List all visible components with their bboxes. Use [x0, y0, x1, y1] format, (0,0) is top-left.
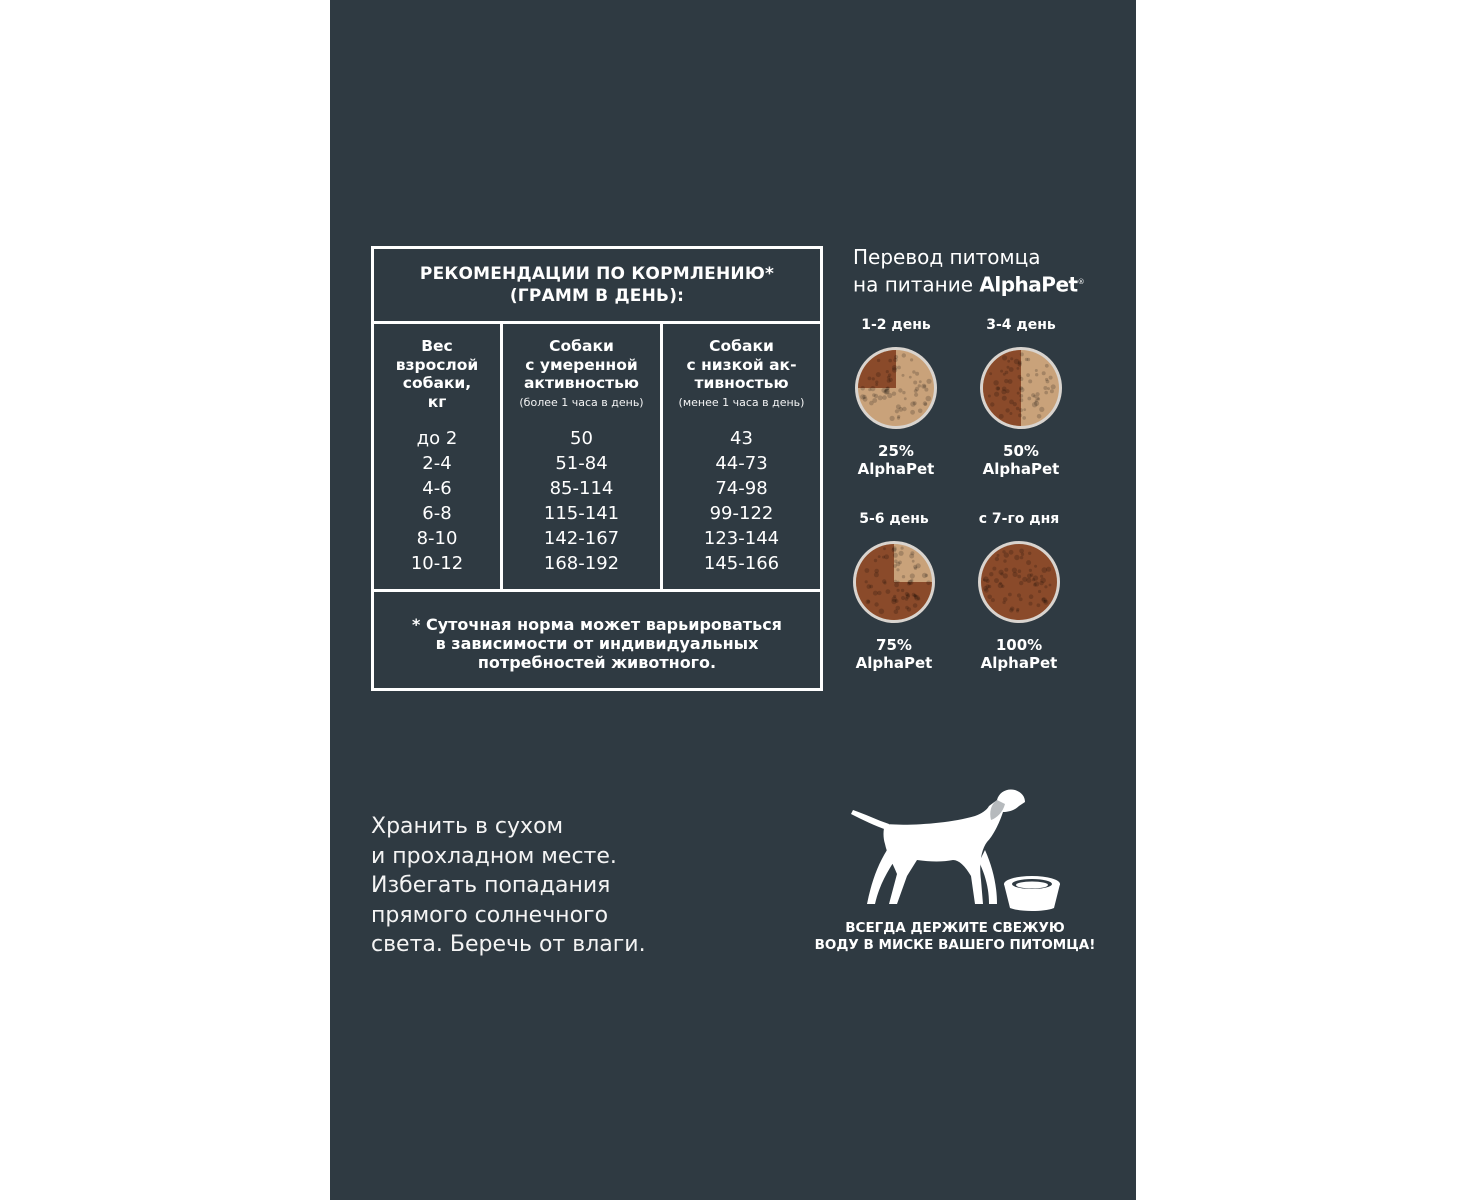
trademark-mark: ® [1077, 278, 1085, 286]
kibble [1005, 371, 1009, 375]
kibble [905, 597, 909, 601]
kibble [902, 575, 905, 578]
kibble [886, 589, 891, 594]
kibble [994, 578, 999, 583]
transition-title-prefix: на питание [853, 272, 980, 297]
kibble [895, 409, 899, 413]
kibble [989, 572, 993, 576]
kibble [1002, 355, 1007, 360]
percent-brand: AlphaPet [980, 654, 1058, 672]
kibble [896, 606, 901, 611]
kibble [902, 374, 905, 377]
kibble [891, 599, 896, 604]
kibble [893, 553, 898, 558]
kibble [1026, 560, 1031, 565]
kibble [883, 581, 886, 584]
kibble [1009, 412, 1012, 415]
kibble [913, 565, 917, 569]
kibble [896, 404, 901, 409]
kibble [1049, 584, 1052, 587]
kibble [893, 595, 896, 598]
kibble [865, 580, 868, 583]
percent-brand: AlphaPet [855, 654, 933, 672]
kibble [1040, 575, 1043, 578]
column-values [663, 426, 820, 576]
kibble [878, 555, 881, 558]
kibble [1018, 361, 1022, 365]
kibble [909, 376, 912, 379]
kibble [865, 568, 870, 573]
kibble [1043, 386, 1047, 390]
kibble [994, 392, 999, 397]
table-cell: до 2 [416, 428, 458, 449]
kibble [1022, 416, 1026, 420]
kibble [1044, 585, 1047, 588]
kibble [914, 393, 918, 397]
kibble [882, 556, 885, 559]
kibble [877, 591, 881, 595]
kibble [1042, 371, 1046, 375]
kibble [1036, 392, 1040, 396]
kibble [984, 588, 989, 593]
kibble [1022, 577, 1027, 582]
kibble [989, 372, 992, 375]
kibble [1020, 556, 1023, 559]
step-percent [959, 636, 1079, 672]
kibble [924, 403, 927, 406]
kibble [1020, 352, 1024, 356]
kibble [1019, 581, 1023, 585]
storage-instructions: Хранить в сухом и прохладном месте. Избегать попадания прямого солнечного света. Беречь от влаги. [371, 814, 646, 957]
kibble [915, 372, 919, 376]
kibble [897, 417, 900, 420]
kibble [1020, 398, 1024, 402]
kibble [997, 554, 1000, 557]
transition-step [836, 316, 956, 478]
kibble [1016, 609, 1019, 612]
kibble [890, 416, 895, 421]
kibble [915, 387, 919, 391]
kibble [1002, 601, 1005, 604]
kibble [1017, 367, 1020, 370]
kibble [860, 386, 865, 391]
kibble [875, 383, 878, 386]
transition-title-line [853, 270, 1123, 298]
kibble [1021, 553, 1024, 556]
table-cell: 4-6 [422, 478, 452, 499]
kibble [886, 370, 889, 373]
kibble [897, 589, 900, 592]
percent-value: 25% [878, 442, 914, 460]
kibble [912, 560, 915, 563]
kibble [993, 380, 998, 385]
kibble [906, 593, 910, 597]
kibble [1038, 590, 1041, 593]
kibble [1029, 569, 1032, 572]
feeding-table-title: РЕКОМЕНДАЦИИ ПО КОРМЛЕНИЮ* (ГРАММ В ДЕНЬ): [419, 264, 775, 306]
kibble [1010, 357, 1013, 360]
kibble [892, 546, 897, 551]
kibble [1013, 402, 1017, 406]
kibble [919, 380, 922, 383]
table-cell: 115-141 [543, 503, 620, 524]
kibble [892, 365, 897, 370]
divider [374, 589, 820, 592]
kibble [1017, 392, 1020, 395]
transition-title-line: Перевод питомца [853, 245, 1041, 269]
table-cell: 168-192 [543, 553, 620, 574]
kibble [1009, 367, 1014, 372]
kibble [1027, 397, 1031, 401]
kibble [1037, 398, 1040, 401]
kibble [1013, 572, 1018, 577]
kibble [1019, 386, 1023, 390]
kibble [1001, 389, 1006, 394]
kibble [874, 572, 879, 577]
kibble [1037, 414, 1042, 419]
kibble [894, 560, 898, 564]
kibble [901, 547, 904, 550]
kibble [910, 358, 913, 361]
kibble [1017, 593, 1021, 597]
table-cell: 10-12 [410, 553, 464, 574]
kibble [1049, 376, 1053, 380]
table-cell: 123-144 [703, 528, 780, 549]
kibble [1016, 407, 1020, 411]
kibble [897, 366, 901, 370]
kibble [876, 372, 881, 377]
kibble [872, 398, 877, 403]
kibble [1043, 600, 1048, 605]
kibble [1007, 360, 1010, 363]
kibble [866, 599, 871, 604]
kibble [926, 396, 932, 402]
table-cell: 145-166 [703, 553, 780, 574]
kibble [1007, 366, 1010, 369]
kibble [1010, 607, 1014, 611]
table-cell: 51-84 [555, 453, 608, 474]
column-subheader: (менее 1 часа в день) [678, 395, 805, 409]
kibble [913, 381, 917, 385]
kibble [910, 573, 915, 578]
kibble [873, 591, 878, 596]
brand-name: AlphaPet [979, 272, 1078, 297]
column-values [374, 426, 500, 576]
step-day: 3-4 день [986, 317, 1056, 333]
kibble [1003, 559, 1006, 562]
kibble [1005, 408, 1009, 412]
step-day: 1-2 день [861, 317, 931, 333]
step-percent [834, 636, 954, 672]
kibble [918, 409, 923, 414]
kibble [1032, 402, 1037, 407]
kibble [988, 395, 991, 398]
column-header: Вес взрослой собаки, кг [395, 337, 479, 411]
kibble [894, 355, 898, 359]
moderate-activity-column [503, 324, 660, 592]
kibble [1028, 552, 1031, 555]
weight-column [374, 324, 500, 592]
percent-brand: AlphaPet [982, 460, 1060, 478]
kibble [1004, 568, 1008, 572]
kibble [913, 603, 918, 608]
kibble [1026, 373, 1030, 377]
kibble [887, 379, 891, 383]
kibble [867, 584, 872, 589]
bowl-icon [854, 346, 938, 430]
kibble [1018, 569, 1022, 573]
table-cell: 142-167 [543, 528, 620, 549]
kibble [884, 389, 890, 395]
kibble [991, 598, 995, 602]
transition-step [959, 510, 1079, 672]
kibble [872, 377, 875, 380]
transition-title [853, 245, 1123, 298]
kibble [904, 397, 907, 400]
kibble [1018, 413, 1022, 417]
kibble [926, 581, 931, 586]
kibble [1045, 364, 1049, 368]
step-percent [836, 442, 956, 478]
kibble [1004, 379, 1008, 383]
kibble [1003, 573, 1008, 578]
kibble [896, 568, 899, 571]
kibble [898, 388, 902, 392]
kibble [863, 397, 868, 402]
kibble [910, 410, 915, 415]
percent-value: 50% [1003, 442, 1039, 460]
kibble [992, 567, 996, 571]
kibble [1009, 550, 1014, 555]
kibble [883, 547, 886, 550]
step-percent [961, 442, 1081, 478]
low-activity-column [663, 324, 820, 592]
kibble [1017, 575, 1021, 579]
kibble [908, 580, 913, 585]
kibble [996, 386, 1000, 390]
column-subheader: (более 1 часа в день) [519, 395, 644, 409]
kibble [1045, 378, 1048, 381]
kibble [1051, 384, 1056, 389]
kibble [1027, 574, 1032, 579]
kibble [901, 596, 905, 600]
kibble [874, 559, 877, 562]
kibble [882, 395, 887, 400]
bowl-icon [979, 346, 1063, 430]
table-cell: 50 [570, 428, 593, 449]
kibble [1050, 389, 1054, 393]
column-header: Собаки с умеренной активностью [523, 337, 640, 392]
kibble [897, 581, 900, 584]
kibble [909, 554, 914, 559]
kibble [870, 386, 875, 391]
kibble [878, 395, 883, 400]
kibble [1004, 552, 1009, 557]
package-panel [330, 0, 1136, 1200]
kibble [1034, 581, 1039, 586]
kibble [925, 574, 928, 577]
kibble [1029, 594, 1034, 599]
kibble [995, 557, 999, 561]
kibble [1023, 408, 1026, 411]
kibble [1019, 549, 1024, 554]
feeding-footnote: * Суточная норма может варьироваться в зависимости от индивидуальных потребностей животного. [412, 614, 782, 672]
kibble [892, 392, 896, 396]
kibble [1037, 603, 1041, 607]
kibble [868, 377, 872, 381]
kibble [1035, 400, 1038, 403]
kibble [905, 606, 909, 610]
table-cell: 6-8 [422, 503, 452, 524]
kibble [1039, 407, 1044, 412]
kibble [1046, 567, 1051, 572]
kibble [902, 353, 906, 357]
kibble [1000, 370, 1003, 373]
kibble [1008, 593, 1012, 597]
kibble [999, 414, 1004, 419]
kibble [888, 359, 892, 363]
kibble [985, 584, 989, 588]
kibble [1019, 377, 1023, 381]
table-cell: 99-122 [709, 503, 774, 524]
table-cell: 43 [730, 428, 753, 449]
kibble [1001, 585, 1004, 588]
kibble [1035, 373, 1038, 376]
step-day: с 7-го дня [978, 511, 1060, 527]
water-reminder: ВСЕГДА ДЕРЖИТЕ СВЕЖУЮ ВОДУ В МИСКЕ ВАШЕГО ПИТОМЦА! [814, 920, 1096, 953]
table-cell: 44-73 [715, 453, 768, 474]
kibble [926, 379, 931, 384]
kibble [1034, 565, 1037, 568]
kibble [990, 402, 994, 406]
kibble [899, 551, 904, 556]
bowl-icon [852, 540, 936, 624]
kibble [879, 609, 885, 615]
water-bowl-icon [1000, 872, 1064, 912]
kibble [1002, 396, 1007, 401]
table-cell: 85-114 [549, 478, 614, 499]
kibble [917, 597, 920, 600]
table-cell: 74-98 [715, 478, 768, 499]
kibble [1019, 408, 1023, 412]
kibble [874, 602, 878, 606]
kibble [1019, 394, 1023, 398]
kibble [1014, 555, 1019, 560]
percent-value: 100% [995, 636, 1043, 654]
kibble [1047, 387, 1050, 390]
kibble [901, 589, 904, 592]
table-cell: 8-10 [416, 528, 458, 549]
kibble [874, 394, 878, 398]
kibble [1028, 379, 1032, 383]
percent-brand: AlphaPet [857, 460, 935, 478]
kibble [1035, 369, 1038, 372]
transition-step [834, 510, 954, 672]
kibble [894, 580, 898, 584]
step-day: 5-6 день [859, 511, 929, 527]
column-header: Собаки с низкой ак- тивностью [686, 337, 797, 392]
kibble [1039, 581, 1043, 585]
kibble [923, 385, 926, 388]
kibble [1029, 602, 1033, 606]
kibble [877, 359, 880, 362]
kibble [1025, 358, 1028, 361]
kibble [1044, 391, 1048, 395]
table-cell: 2-4 [422, 453, 452, 474]
percent-value: 75% [876, 636, 912, 654]
transition-step [961, 316, 1081, 478]
column-values [503, 426, 660, 576]
kibble [1019, 597, 1023, 601]
feeding-table [371, 246, 823, 691]
kibble [888, 373, 891, 376]
kibble [912, 370, 915, 373]
kibble [987, 595, 992, 600]
kibble [999, 582, 1002, 585]
kibble [902, 391, 905, 394]
kibble [913, 401, 917, 405]
kibble [983, 579, 986, 582]
kibble [1033, 575, 1038, 580]
bowl-icon [977, 540, 1061, 624]
